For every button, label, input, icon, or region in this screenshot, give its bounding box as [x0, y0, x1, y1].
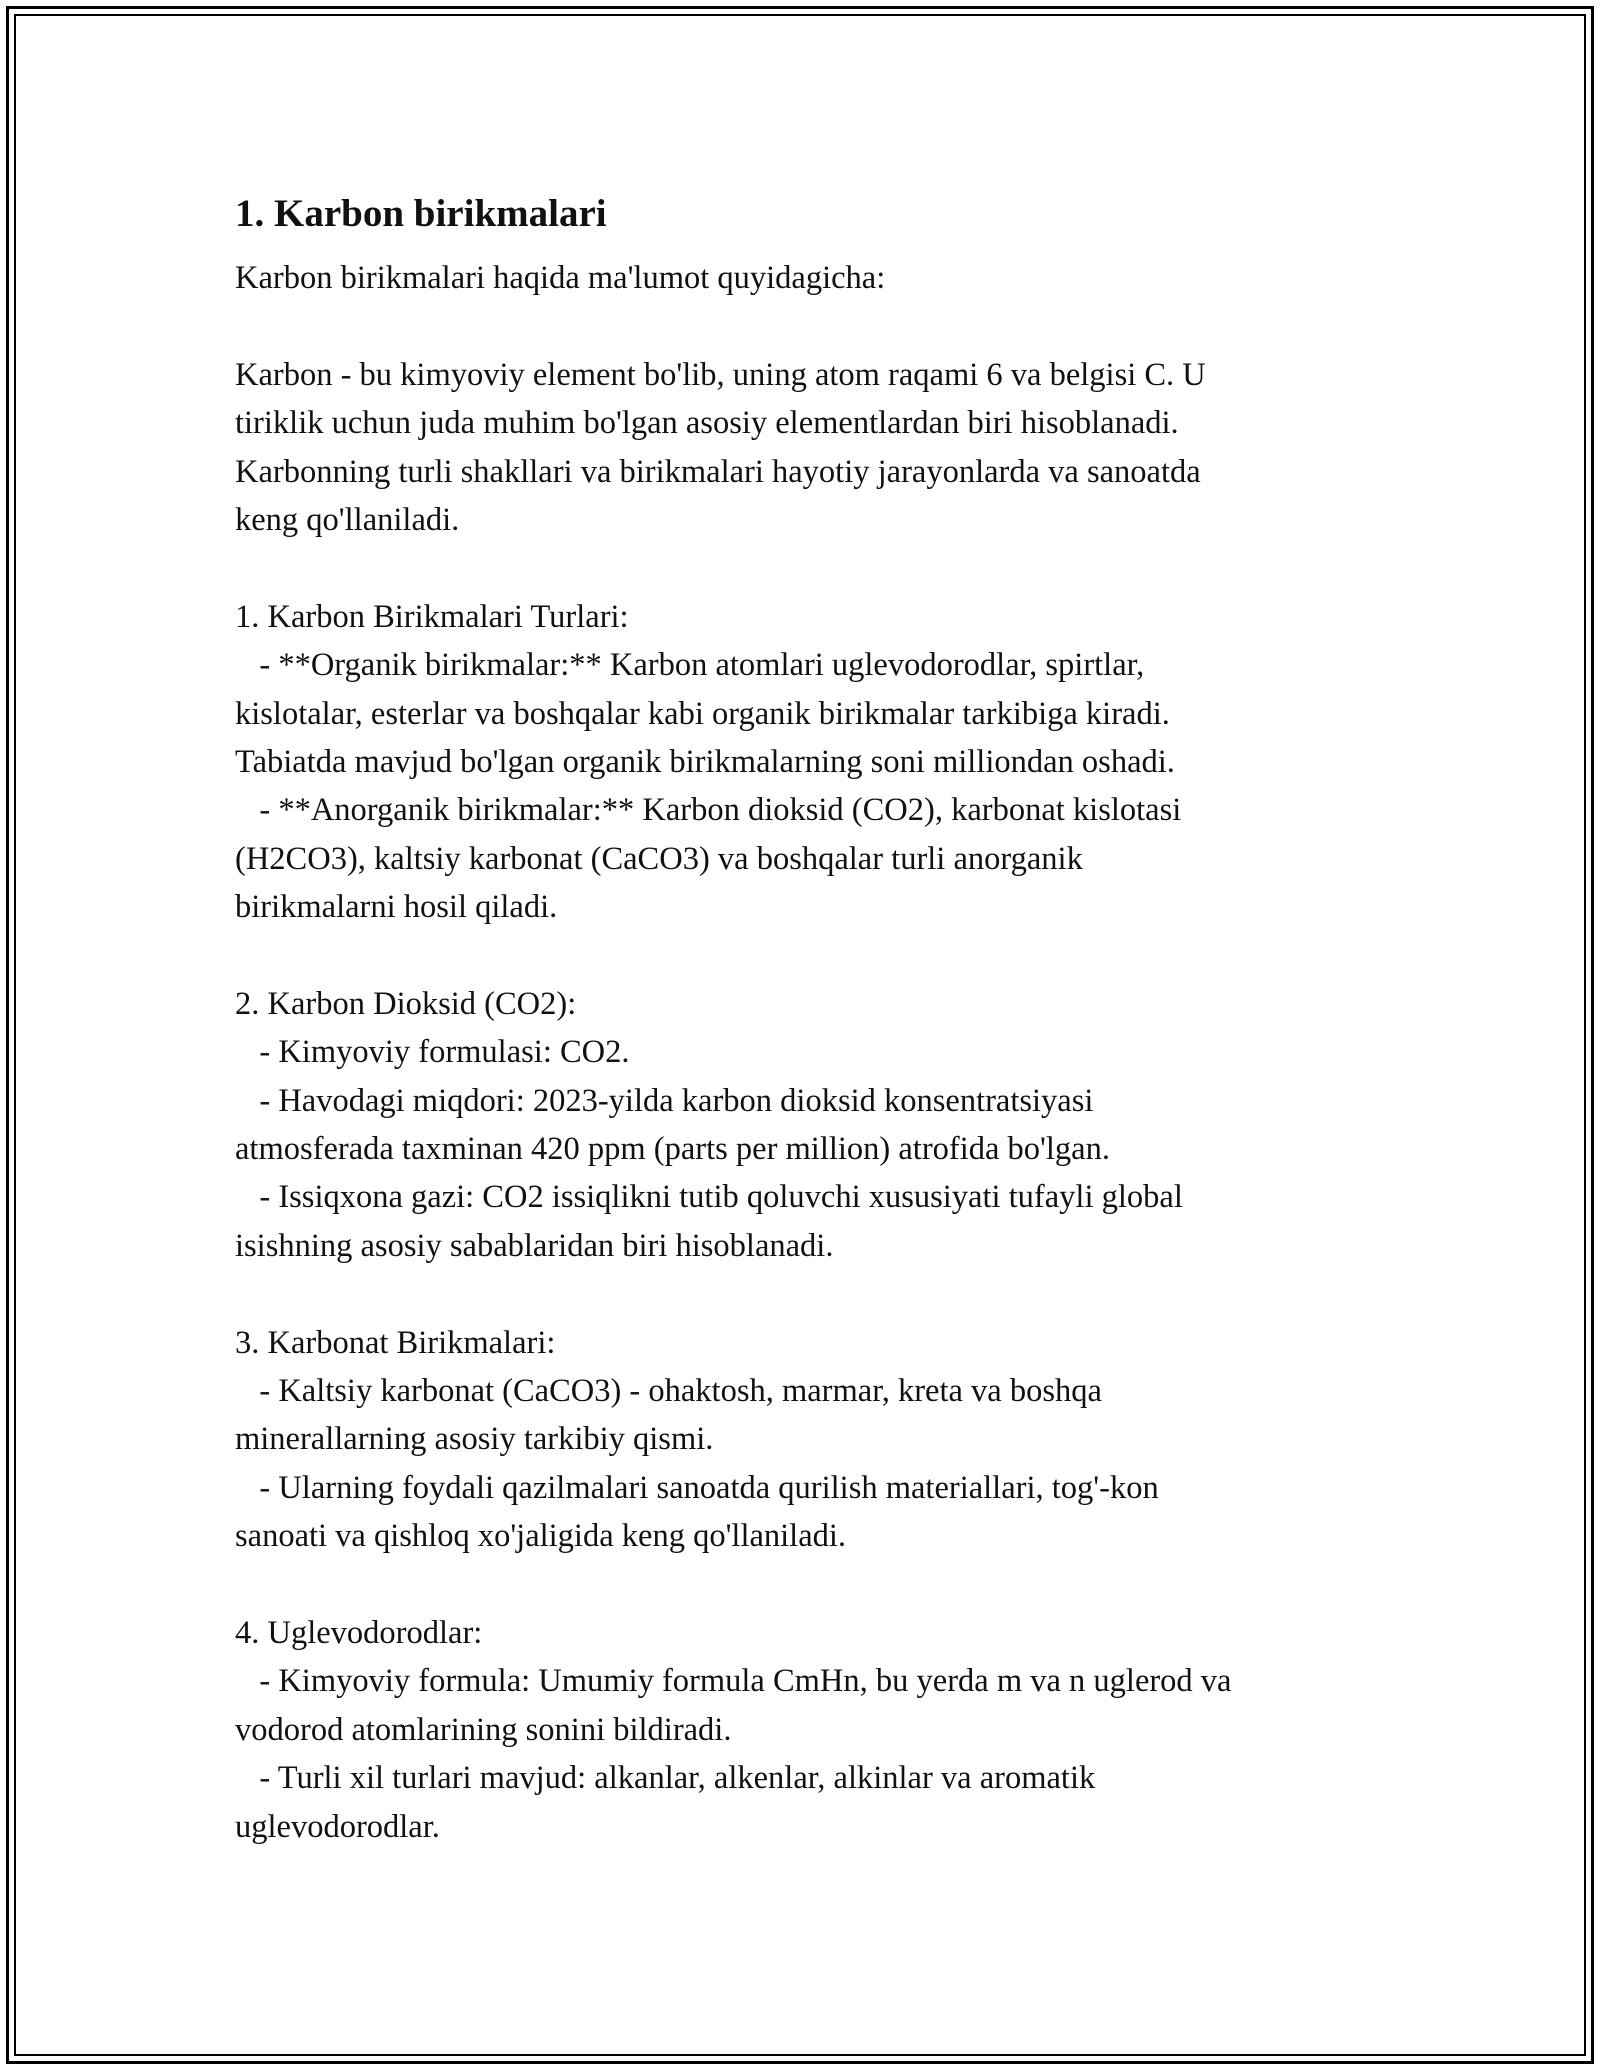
- section4-line: uglevodorodlar.: [235, 1808, 440, 1845]
- section3-line: - Ularning foydali qazilmalari sanoatda qurilish materiallari, tog'-kon: [235, 1469, 1159, 1506]
- section3-line: minerallarning asosiy tarkibiy qismi.: [235, 1421, 714, 1458]
- intro-line: Karbon birikmalari haqida ma'lumot quyidagicha:: [235, 260, 886, 296]
- document-title: 1. Karbon birikmalari: [235, 192, 607, 235]
- spacer: [235, 302, 1385, 350]
- section2-heading: 2. Karbon Dioksid (CO2):: [235, 985, 577, 1022]
- section4-line: vodorod atomlarining sonini bildiradi.: [235, 1711, 732, 1748]
- section2-line: - Kimyoviy formulasi: CO2.: [235, 1034, 630, 1071]
- spacer: [235, 1270, 1385, 1318]
- section2-line: - Havodagi miqdori: 2023-yilda karbon dioksid konsentratsiyasi: [235, 1082, 1094, 1119]
- spacer: [235, 544, 1385, 592]
- section3-line: - Kaltsiy karbonat (CaCO3) - ohaktosh, marmar, kreta va boshqa: [235, 1372, 1102, 1409]
- section1-line: birikmalarni hosil qiladi.: [235, 889, 558, 926]
- section4-line: - Turli xil turlari mavjud: alkanlar, alkenlar, alkinlar va aromatik: [235, 1760, 1096, 1797]
- paragraph-line: tiriklik uchun juda muhim bo'lgan asosiy elementlardan biri hisoblanadi.: [235, 405, 1179, 442]
- section4-heading: 4. Uglevodorodlar:: [235, 1614, 483, 1651]
- section1-line: - **Anorganik birikmalar:** Karbon dioksid (CO2), karbonat kislotasi: [235, 792, 1182, 829]
- section2-line: isishning asosiy sabablaridan biri hisoblanadi.: [235, 1227, 834, 1264]
- section4-line: - Kimyoviy formula: Umumiy formula CmHn, bu yerda m va n uglerod va: [235, 1663, 1232, 1700]
- section1-line: Tabiatda mavjud bo'lgan organik birikmalarning soni milliondan oshadi.: [235, 743, 1175, 780]
- section3-heading: 3. Karbonat Birikmalari:: [235, 1324, 556, 1361]
- paragraph-line: Karbonning turli shakllari va birikmalari hayotiy jarayonlarda va sanoatda: [235, 453, 1201, 490]
- section2-line: atmosferada taxminan 420 ppm (parts per million) atrofida bo'lgan.: [235, 1131, 1110, 1168]
- section1-heading: 1. Karbon Birikmalari Turlari:: [235, 598, 629, 635]
- spacer: [235, 931, 1385, 979]
- section1-line: - **Organik birikmalar:** Karbon atomlari uglevodorodlar, spirtlar,: [235, 647, 1145, 684]
- section1-line: kislotalar, esterlar va boshqalar kabi organik birikmalar tarkibiga kiradi.: [235, 695, 1170, 732]
- section1-line: (H2CO3), kaltsiy karbonat (CaCO3) va boshqalar turli anorganik: [235, 840, 1083, 877]
- section2-line: - Issiqxona gazi: CO2 issiqlikni tutib qoluvchi xususiyati tufayli global: [235, 1179, 1183, 1216]
- paragraph-line: keng qo'llaniladi.: [235, 501, 460, 538]
- document-body: [235, 180, 1385, 1851]
- paragraph-line: Karbon - bu kimyoviy element bo'lib, uning atom raqami 6 va belgisi C. U: [235, 356, 1206, 393]
- section3-line: sanoati va qishloq xo'jaligida keng qo'llaniladi.: [235, 1518, 847, 1555]
- spacer: [235, 1561, 1385, 1609]
